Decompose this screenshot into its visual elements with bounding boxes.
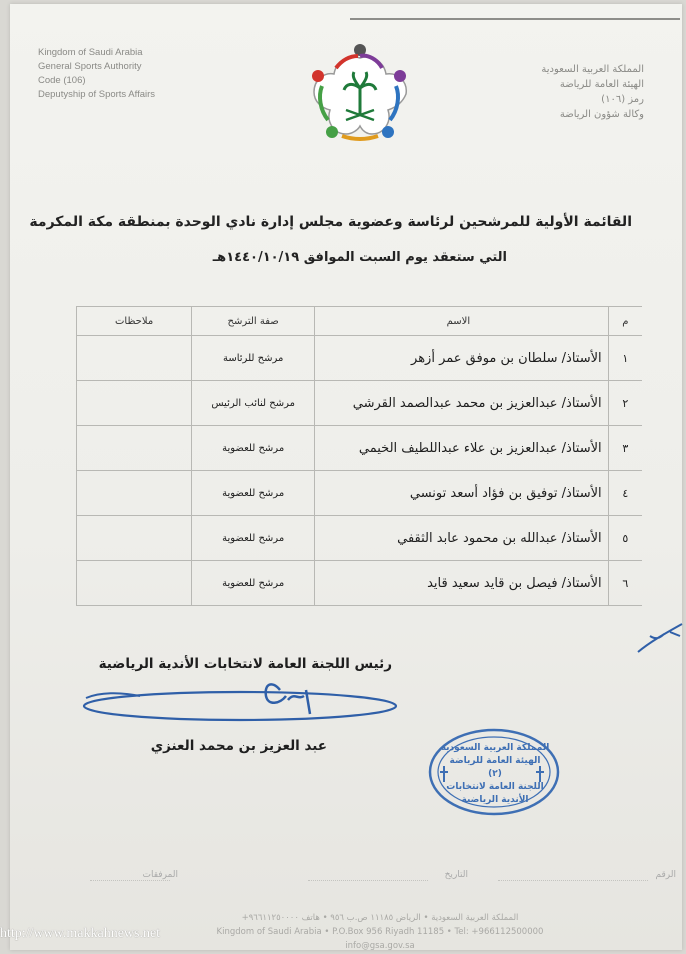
date-dots (308, 880, 428, 881)
row-notes (77, 426, 192, 471)
table-row (77, 516, 643, 561)
table-header-row (77, 307, 643, 336)
row-role: مرشح للرئاسة (192, 336, 315, 381)
handwritten-signature (80, 670, 400, 740)
row-num: ٥ (608, 516, 642, 561)
row-notes (77, 336, 192, 381)
table-row (77, 381, 643, 426)
row-notes (77, 516, 192, 561)
row-notes (77, 561, 192, 606)
number-dots (498, 880, 648, 881)
row-notes (77, 471, 192, 516)
table-row (77, 471, 643, 516)
date-label: التاريخ (444, 870, 468, 880)
row-num: ٦ (608, 561, 642, 606)
letterhead-line: وكالة شؤون الرياضة (559, 109, 644, 120)
document-page (10, 4, 682, 950)
row-name: الأستاذ/ سلطان بن موفق عمر أزهر (315, 336, 609, 381)
footer-fields (28, 870, 678, 890)
page-footer (170, 911, 590, 953)
table-row (77, 561, 643, 606)
letterhead-line: رمز (١٠٦) (601, 94, 644, 105)
sports-authority-logo (302, 40, 418, 146)
arabic-letterhead (541, 62, 644, 122)
header-notes: ملاحظات (77, 307, 192, 336)
stamp-line: الهيئة العامة للرياضة (449, 756, 541, 766)
letterhead-line: General Sports Authority (38, 61, 142, 72)
footer-email: info@gsa.gov.sa (345, 941, 415, 951)
candidates-table (76, 306, 642, 606)
letterhead-line: Deputyship of Sports Affairs (38, 89, 156, 100)
row-role: مرشح للعضوية (192, 561, 315, 606)
attachments-label: المرفقات (142, 870, 178, 880)
stamp-line: المملكة العربية السعودية (440, 743, 550, 753)
top-rule (350, 18, 680, 20)
letterhead-line: Code (106) (38, 75, 86, 86)
document-title: القائمة الأولية للمرشحين لرئاسة وعضوية مجلس إدارة نادي الوحدة بمنطقة مكة المكرمة (29, 214, 632, 230)
row-num: ٣ (608, 426, 642, 471)
letterhead-line: الهيئة العامة للرياضة (559, 79, 644, 90)
row-role: مرشح للعضوية (192, 471, 315, 516)
letterhead-line: Kingdom of Saudi Arabia (38, 47, 143, 58)
row-role: مرشح للعضوية (192, 516, 315, 561)
signer-name: عبد العزيز بن محمد العنزي (150, 738, 327, 754)
table-row (77, 336, 643, 381)
footer-english: Kingdom of Saudi Arabia • P.O.Box 956 Riyadh 11185 • Tel: +966112500000 (216, 927, 544, 937)
attachments-dots (90, 880, 170, 881)
row-name: الأستاذ/ توفيق بن فؤاد أسعد تونسي (315, 471, 609, 516)
row-name: الأستاذ/ عبدالعزيز بن محمد عبدالصمد القرشي (315, 381, 609, 426)
row-role: مرشح للعضوية (192, 426, 315, 471)
row-name: الأستاذ/ عبدالله بن محمود عابد الثقفي (315, 516, 609, 561)
number-label: الرقم (655, 870, 676, 880)
stamp-text (440, 742, 550, 807)
document-subtitle: التي ستعقد يوم السبت الموافق ١٤٤٠/١٠/١٩هـ (212, 250, 507, 265)
stamp-line: (٢) (488, 769, 502, 779)
row-num: ٤ (608, 471, 642, 516)
header-name: الاسم (315, 307, 609, 336)
table-row (77, 426, 643, 471)
footer-arabic: المملكة العربية السعودية • الرياض ١١١٨٥ ص.ب ٩٥٦ • هاتف ٩٦٦١١٢٥٠٠٠٠+ (241, 913, 519, 923)
row-num: ٢ (608, 381, 642, 426)
header-num: م (608, 307, 642, 336)
row-name: الأستاذ/ فيصل بن قايد سعيد قايد (315, 561, 609, 606)
row-notes (77, 381, 192, 426)
watermark: http://www.makkahnews.net (0, 926, 161, 941)
letterhead-line: المملكة العربية السعودية (541, 64, 644, 75)
stamp-line: اللجنة العامة لانتخابات الأندية الرياضية (446, 782, 544, 805)
initial-mark (630, 618, 686, 658)
row-role: مرشح لنائب الرئيس (192, 381, 315, 426)
row-num: ١ (608, 336, 642, 381)
row-name: الأستاذ/ عبدالعزيز بن علاء عبداللطيف الخيمي (315, 426, 609, 471)
header-role: صفة الترشح (192, 307, 315, 336)
committee-title: رئيس اللجنة العامة لانتخابات الأندية الرياضية (98, 656, 392, 672)
english-letterhead (38, 46, 155, 102)
